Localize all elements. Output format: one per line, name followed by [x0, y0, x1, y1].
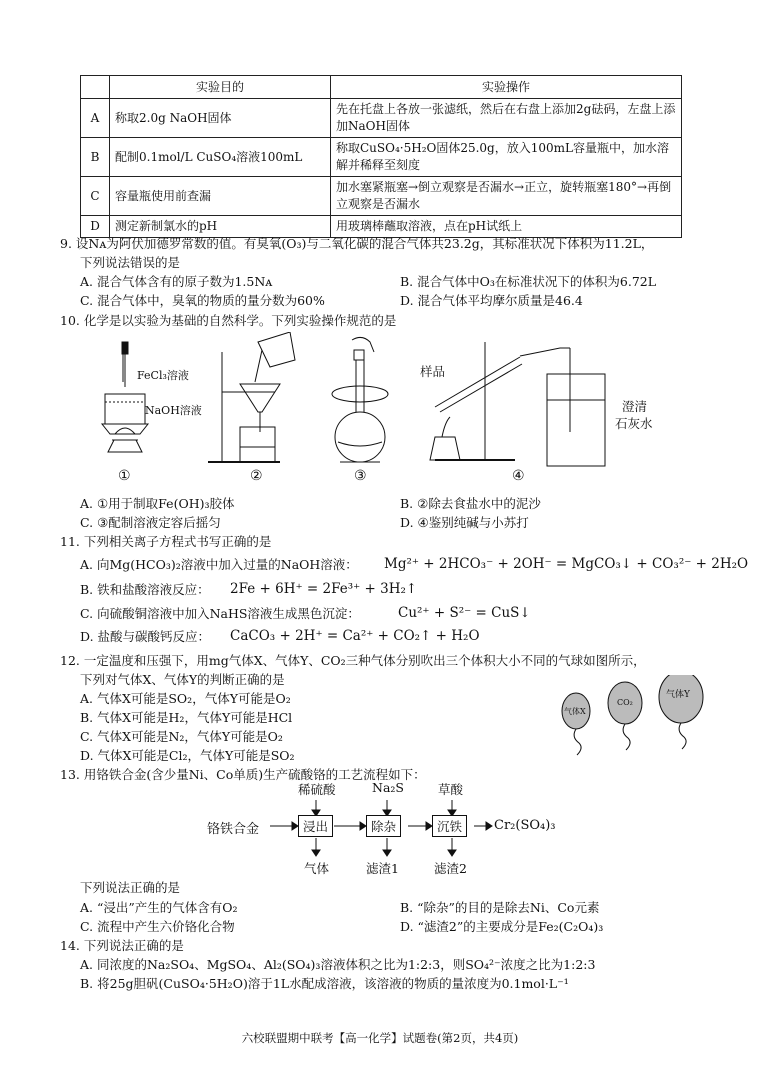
- q11-stem: 11. 下列相关离子方程式书写正确的是: [60, 534, 272, 549]
- table-row: [81, 138, 682, 177]
- q13-option-d: D. “滤渣2”的主要成分是Fe₂(C₂O₄)₃: [400, 919, 604, 934]
- q10-stem: 10. 化学是以实验为基础的自然科学。下列实验操作规范的是: [60, 313, 397, 328]
- apparatus-3: [332, 337, 388, 462]
- row-purpose: 配制0.1mol/L CuSO₄溶液100mL: [110, 138, 331, 177]
- label-naoh: NaOH溶液: [145, 404, 202, 417]
- table-row: [81, 177, 682, 216]
- q9-stem-cont: 下列说法错误的是: [80, 255, 181, 270]
- q11-option-d-text: D. 盐酸与碳酸钙反应：: [80, 629, 211, 644]
- experiment-table: [80, 75, 682, 238]
- flow-step-precipitate-iron: 沉铁: [432, 815, 467, 837]
- balloon-y-label: 气体Y: [666, 690, 690, 700]
- flow-step-leach: 浸出: [298, 815, 333, 837]
- row-operation: 先在托盘上各放一张滤纸，然后在右盘上添加2g砝码，左盘上添加NaOH固体: [331, 99, 682, 138]
- q9-option-b: B. 混合气体中O₃在标准状况下的体积为6.72L: [400, 274, 657, 289]
- label-limewater-1: 澄清: [622, 399, 648, 414]
- figure-number-4: ④: [512, 468, 525, 484]
- balloon-co2: [608, 682, 642, 750]
- flow-output-2: 滤渣1: [366, 861, 399, 876]
- row-purpose: 容量瓶使用前查漏: [110, 177, 331, 216]
- q11-option-b-equation: 2Fe + 6H⁺ = 2Fe³⁺ + 3H₂↑: [230, 581, 418, 597]
- row-key: A: [81, 99, 110, 138]
- flow-input-2: Na₂S: [372, 780, 404, 795]
- row-operation: 用玻璃棒蘸取溶液，点在pH试纸上: [331, 216, 682, 238]
- figure-number-2: ②: [250, 468, 263, 484]
- q12-option-b: B. 气体X可能是H₂，气体Y可能是HCl: [80, 710, 293, 725]
- balloon-co2-label: CO₂: [617, 698, 633, 707]
- table-header-row: [81, 76, 682, 99]
- table-header: 实验操作: [331, 76, 682, 99]
- q13-option-c: C. 流程中产生六价铬化合物: [80, 919, 235, 934]
- flow-input-3: 草酸: [438, 782, 464, 797]
- table-header: [81, 76, 110, 99]
- q10-option-c: C. ③配制溶液定容后摇匀: [80, 515, 221, 530]
- q11-option-d-equation: CaCO₃ + 2H⁺ = Ca²⁺ + CO₂↑ + H₂O: [230, 628, 480, 644]
- balloon-x: [562, 693, 590, 755]
- q10-option-a: A. ①用于制取Fe(OH)₃胶体: [80, 496, 235, 511]
- q13-ask: 下列说法正确的是: [80, 880, 181, 895]
- q13-option-a: A. “浸出”产生的气体含有O₂: [80, 900, 238, 915]
- figure-number-1: ①: [118, 468, 131, 484]
- q12-option-a: A. 气体X可能是SO₂，气体Y可能是O₂: [80, 691, 291, 706]
- flow-start: 铬铁合金: [207, 822, 260, 837]
- q12-stem-cont: 下列对气体X、气体Y的判断正确的是: [80, 672, 285, 687]
- balloon-x-label: 气体X: [564, 707, 586, 716]
- q11-option-b-text: B. 铁和盐酸溶液反应：: [80, 582, 210, 597]
- q13-option-b: B. “除杂”的目的是除去Ni、Co元素: [400, 900, 600, 915]
- q11-option-c-equation: Cu²⁺ + S²⁻ = CuS↓: [398, 605, 531, 621]
- row-operation: 加水塞紧瓶塞→倒立观察是否漏水→正立，旋转瓶塞180°→再倒立观察是否漏水: [331, 177, 682, 216]
- q9-stem: 9. 设Nᴀ为阿伏加德罗常数的值。有臭氧(O₃)与二氧化碳的混合气体共23.2g，其标准状况下体积为11.2L，: [60, 236, 654, 251]
- apparatus-4: [430, 342, 605, 466]
- flow-output-1: 气体: [304, 861, 330, 876]
- row-key: D: [81, 216, 110, 238]
- apparatus-2: [208, 332, 295, 462]
- q14-option-b: B. 将25g胆矾(CuSO₄·5H₂O)溶于1L水配成溶液，该溶液的物质的量浓度为0.1mol·L⁻¹: [80, 976, 569, 991]
- q9-option-a: A. 混合气体含有的原子数为1.5Nᴀ: [80, 274, 273, 289]
- figure-number-3: ③: [354, 468, 367, 484]
- q11-option-a-text: A. 向Mg(HCO₃)₂溶液中加入过量的NaOH溶液：: [80, 557, 358, 572]
- page-footer: 六校联盟期中联考【高一化学】试题卷(第2页，共4页): [241, 1031, 519, 1045]
- q14-option-a: A. 同浓度的Na₂SO₄、MgSO₄、Al₂(SO₄)₃溶液体积之比为1:2:3，则SO₄²⁻浓度之比为1:2:3: [80, 957, 596, 972]
- flow-input-1: 稀硫酸: [298, 782, 336, 797]
- q12-stem: 12. 一定温度和压强下，用mg气体X、气体Y、CO₂三种气体分别吹出三个体积大小不同的气球如图所示，: [60, 653, 646, 668]
- row-key: C: [81, 177, 110, 216]
- label-fecl3: FeCl₃溶液: [137, 369, 189, 382]
- row-key: B: [81, 138, 110, 177]
- q11-option-c-text: C. 向硫酸铜溶液中加入NaHS溶液生成黑色沉淀：: [80, 606, 360, 621]
- q9-option-d: D. 混合气体平均摩尔质量是46.4: [400, 293, 583, 308]
- q10-option-d: D. ④鉴别纯碱与小苏打: [400, 515, 529, 530]
- flow-step-purify: 除杂: [366, 815, 401, 837]
- row-operation: 称取CuSO₄·5H₂O固体25.0g，放入100mL容量瓶中，加水溶解并稀释至刻度: [331, 138, 682, 177]
- q12-option-c: C. 气体X可能是N₂，气体Y可能是O₂: [80, 729, 283, 744]
- label-sample: 样品: [420, 364, 446, 379]
- label-limewater-2: 石灰水: [615, 416, 653, 431]
- table-header: 实验目的: [110, 76, 331, 99]
- apparatus-1: [102, 342, 148, 452]
- flow-output-3: 滤渣2: [434, 861, 467, 876]
- table-row: [81, 99, 682, 138]
- q13-stem: 13. 用铬铁合金(含少量Ni、Co单质)生产硫酸铬的工艺流程如下：: [60, 767, 426, 782]
- balloons-figure: [550, 675, 720, 770]
- row-purpose: 称取2.0g NaOH固体: [110, 99, 331, 138]
- q12-option-d: D. 气体X可能是Cl₂，气体Y可能是SO₂: [80, 748, 295, 763]
- q9-option-c: C. 混合气体中，臭氧的物质的量分数为60%: [80, 293, 325, 308]
- row-purpose: 测定新制氯水的pH: [110, 216, 331, 238]
- q10-option-b: B. ②除去食盐水中的泥沙: [400, 496, 541, 511]
- flow-product: Cr₂(SO₄)₃: [494, 818, 556, 833]
- q11-option-a-equation: Mg²⁺ + 2HCO₃⁻ + 2OH⁻ = MgCO₃↓ + CO₃²⁻ + 2H₂O: [384, 556, 749, 572]
- q14-stem: 14. 下列说法正确的是: [60, 938, 184, 953]
